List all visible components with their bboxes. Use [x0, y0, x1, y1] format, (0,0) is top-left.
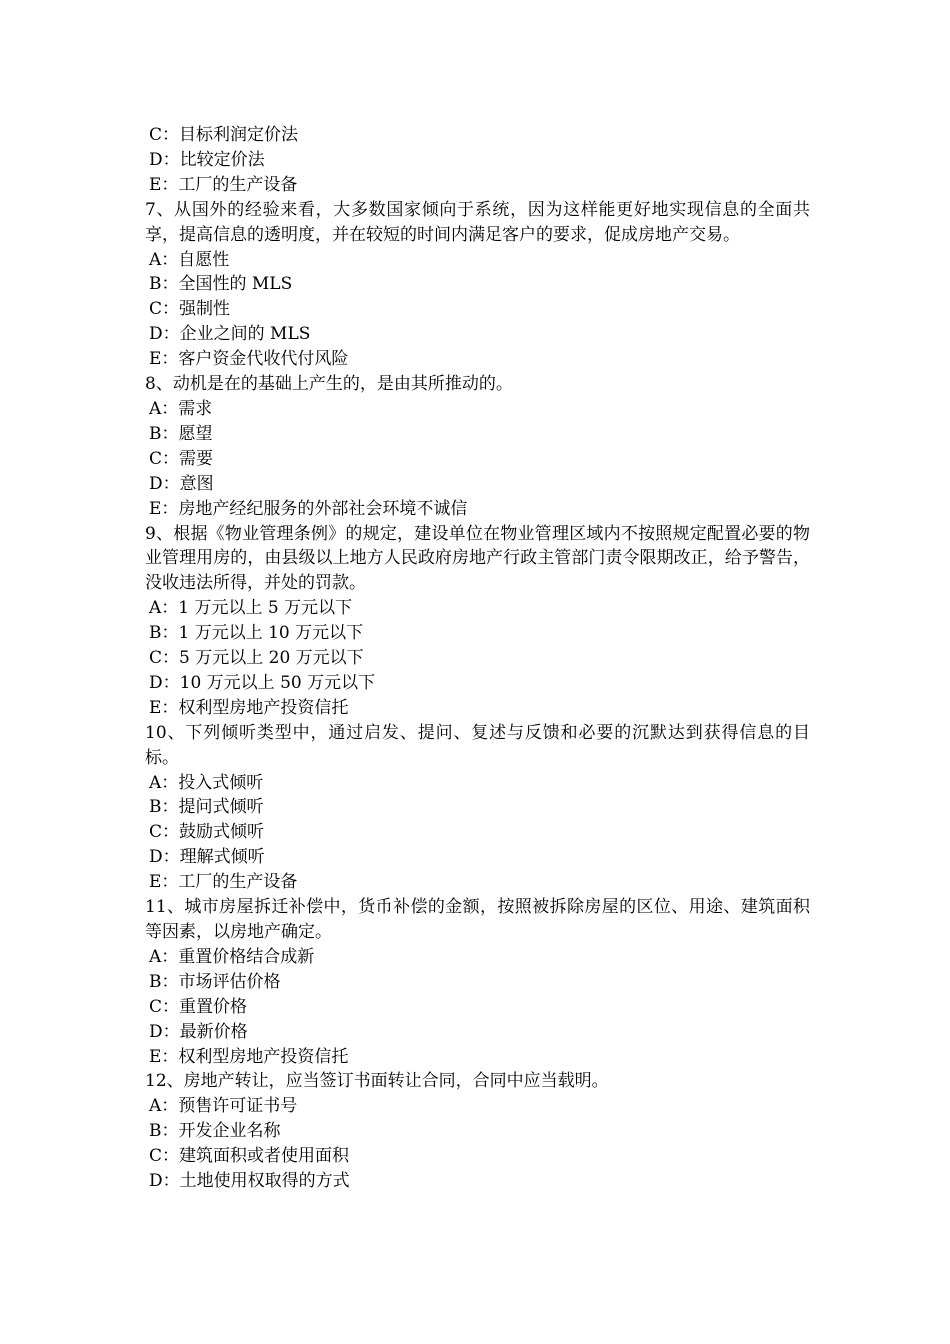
option-c: C：5 万元以上 20 万元以下	[149, 648, 364, 669]
option-c: C：强制性	[149, 299, 231, 320]
option-d: D：土地使用权取得的方式	[149, 1171, 350, 1192]
option-a: A：投入式倾听	[149, 772, 264, 793]
option-c: C：鼓励式倾听	[149, 822, 265, 843]
option-c: C：建筑面积或者使用面积	[149, 1146, 350, 1167]
option-c: C：目标利润定价法	[149, 125, 299, 145]
document-body	[145, 123, 810, 1194]
question-9: 9、根据《物业管理条例》的规定，建设单位在物业管理区域内不按照规定配置必要的物业管理用房的，由县级以上地方人民政府房地产行政主管部门责令限期改正，给予警告，没收违法所得，并处的罚款。	[145, 523, 810, 594]
option-e: E：权利型房地产投资信托	[149, 697, 349, 718]
question-7: 7、从国外的经验来看，大多数国家倾向于系统，因为这样能更好地实现信息的全面共享，提高信息的透明度，并在较短的时间内满足客户的要求，促成房地产交易。	[145, 199, 810, 245]
option-d: D：10 万元以上 50 万元以下	[149, 672, 376, 693]
option-b: B：市场评估价格	[149, 971, 281, 992]
option-b: B：愿望	[149, 423, 213, 444]
question-11: 11、城市房屋拆迁补偿中，货币补偿的金额，按照被拆除房屋的区位、用途、建筑面积等因素，以房地产确定。	[145, 897, 810, 942]
option-a: A：预售许可证书号	[149, 1096, 298, 1117]
option-b: B：全国性的 MLS	[149, 274, 293, 295]
option-c: C：重置价格	[149, 996, 248, 1017]
option-b: B：1 万元以上 10 万元以下	[149, 623, 364, 644]
option-b: B：提问式倾听	[149, 797, 264, 818]
option-b: B：开发企业名称	[149, 1121, 281, 1142]
question-10: 10、下列倾听类型中，通过启发、提问、复述与反馈和必要的沉默达到获得信息的目标。	[145, 722, 810, 768]
option-e: E：客户资金代收代付风险	[149, 349, 349, 370]
option-a: A：重置价格结合成新	[149, 946, 315, 967]
question-8: 8、动机是在的基础上产生的，是由其所推动的。	[145, 374, 513, 395]
option-c: C：需要	[149, 448, 214, 469]
option-d: D：比较定价法	[149, 149, 265, 170]
option-e: E：工厂的生产设备	[149, 174, 298, 195]
question-12: 12、房地产转让，应当签订书面转让合同，合同中应当载明。	[145, 1071, 609, 1092]
option-a: A：1 万元以上 5 万元以下	[149, 598, 353, 619]
option-e: E：房地产经纪服务的外部社会环境不诚信	[149, 498, 468, 519]
option-a: A：需求	[149, 398, 213, 419]
option-e: E：工厂的生产设备	[149, 872, 298, 893]
option-d: D：企业之间的 MLS	[149, 324, 311, 345]
option-a: A：自愿性	[149, 249, 230, 270]
option-d: D：最新价格	[149, 1021, 248, 1042]
option-d: D：意图	[149, 473, 214, 494]
option-d: D：理解式倾听	[149, 847, 265, 868]
option-e: E：权利型房地产投资信托	[149, 1046, 349, 1067]
